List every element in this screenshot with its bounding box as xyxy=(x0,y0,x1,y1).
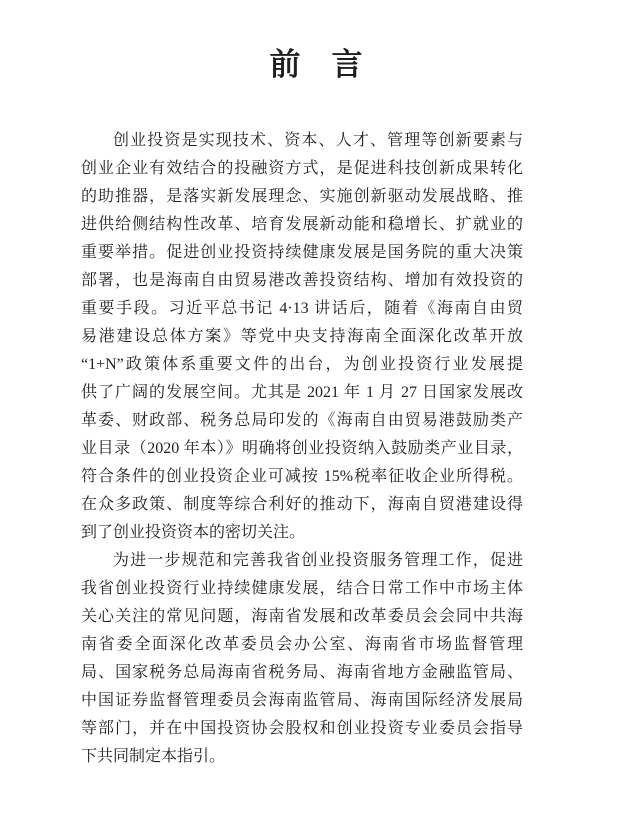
paragraph-line: 重要举措。促进创业投资持续健康发展是国务院的重大决策 xyxy=(81,244,523,261)
paragraph-line: “1+N”政策体系重要文件的出台，为创业投资行业发展提 xyxy=(81,356,523,373)
paragraph-line: 南省委全面深化改革委员会办公室、海南省市场监督管理 xyxy=(81,636,523,653)
paragraph-line: 重要手段。习近平总书记 4·13 讲话后，随着《海南自由贸 xyxy=(81,300,523,317)
paragraph-line: 我省创业投资行业持续健康发展，结合日常工作中市场主体 xyxy=(81,580,523,597)
paragraph-line: 符合条件的创业投资企业可减按 15%税率征收企业所得税。 xyxy=(81,468,523,485)
paragraph-line: 为进一步规范和完善我省创业投资服务管理工作，促进 xyxy=(113,552,523,569)
document-body xyxy=(81,127,523,771)
paragraph-line: 的助推器，是落实新发展理念、实施创新驱动发展战略、推 xyxy=(81,188,523,205)
paragraph-line: 等部门，并在中国投资协会股权和创业投资专业委员会指导 xyxy=(81,720,523,737)
paragraph-line: 部署，也是海南自由贸易港改善投资结构、增加有效投资的 xyxy=(81,272,523,289)
paragraph-line: 在众多政策、制度等综合利好的推动下，海南自贸港建设得 xyxy=(81,496,523,513)
paragraph-line: 关心关注的常见问题，海南省发展和改革委员会会同中共海 xyxy=(81,608,523,625)
paragraph-line: 下共同制定本指引。 xyxy=(81,748,226,765)
paragraph-line: 创业投资是实现技术、资本、人才、管理等创新要素与 xyxy=(113,132,523,149)
paragraph-line: 进供给侧结构性改革、培育发展新动能和稳增长、扩就业的 xyxy=(81,216,523,233)
paragraph-line: 中国证券监督管理委员会海南监管局、海南国际经济发展局 xyxy=(81,692,523,709)
paragraph xyxy=(81,127,523,547)
paragraph-line: 创业企业有效结合的投融资方式，是促进科技创新成果转化 xyxy=(81,160,523,177)
paragraph-line: 到了创业投资资本的密切关注。 xyxy=(81,524,306,541)
paragraph-line: 革委、财政部、税务总局印发的《海南自由贸易港鼓励类产 xyxy=(81,412,523,429)
paragraph-line: 易港建设总体方案》等党中央支持海南全面深化改革开放 xyxy=(81,328,523,345)
paragraph-line: 供了广阔的发展空间。尤其是 2021 年 1 月 27 日国家发展改 xyxy=(81,384,523,401)
paragraph-line: 局、国家税务总局海南省税务局、海南省地方金融监管局、 xyxy=(81,664,523,681)
paragraph xyxy=(81,547,523,771)
paragraph-line: 业目录（2020 年本）》明确将创业投资纳入鼓励类产业目录， xyxy=(81,440,523,457)
page-title: 前 言 xyxy=(269,47,363,82)
